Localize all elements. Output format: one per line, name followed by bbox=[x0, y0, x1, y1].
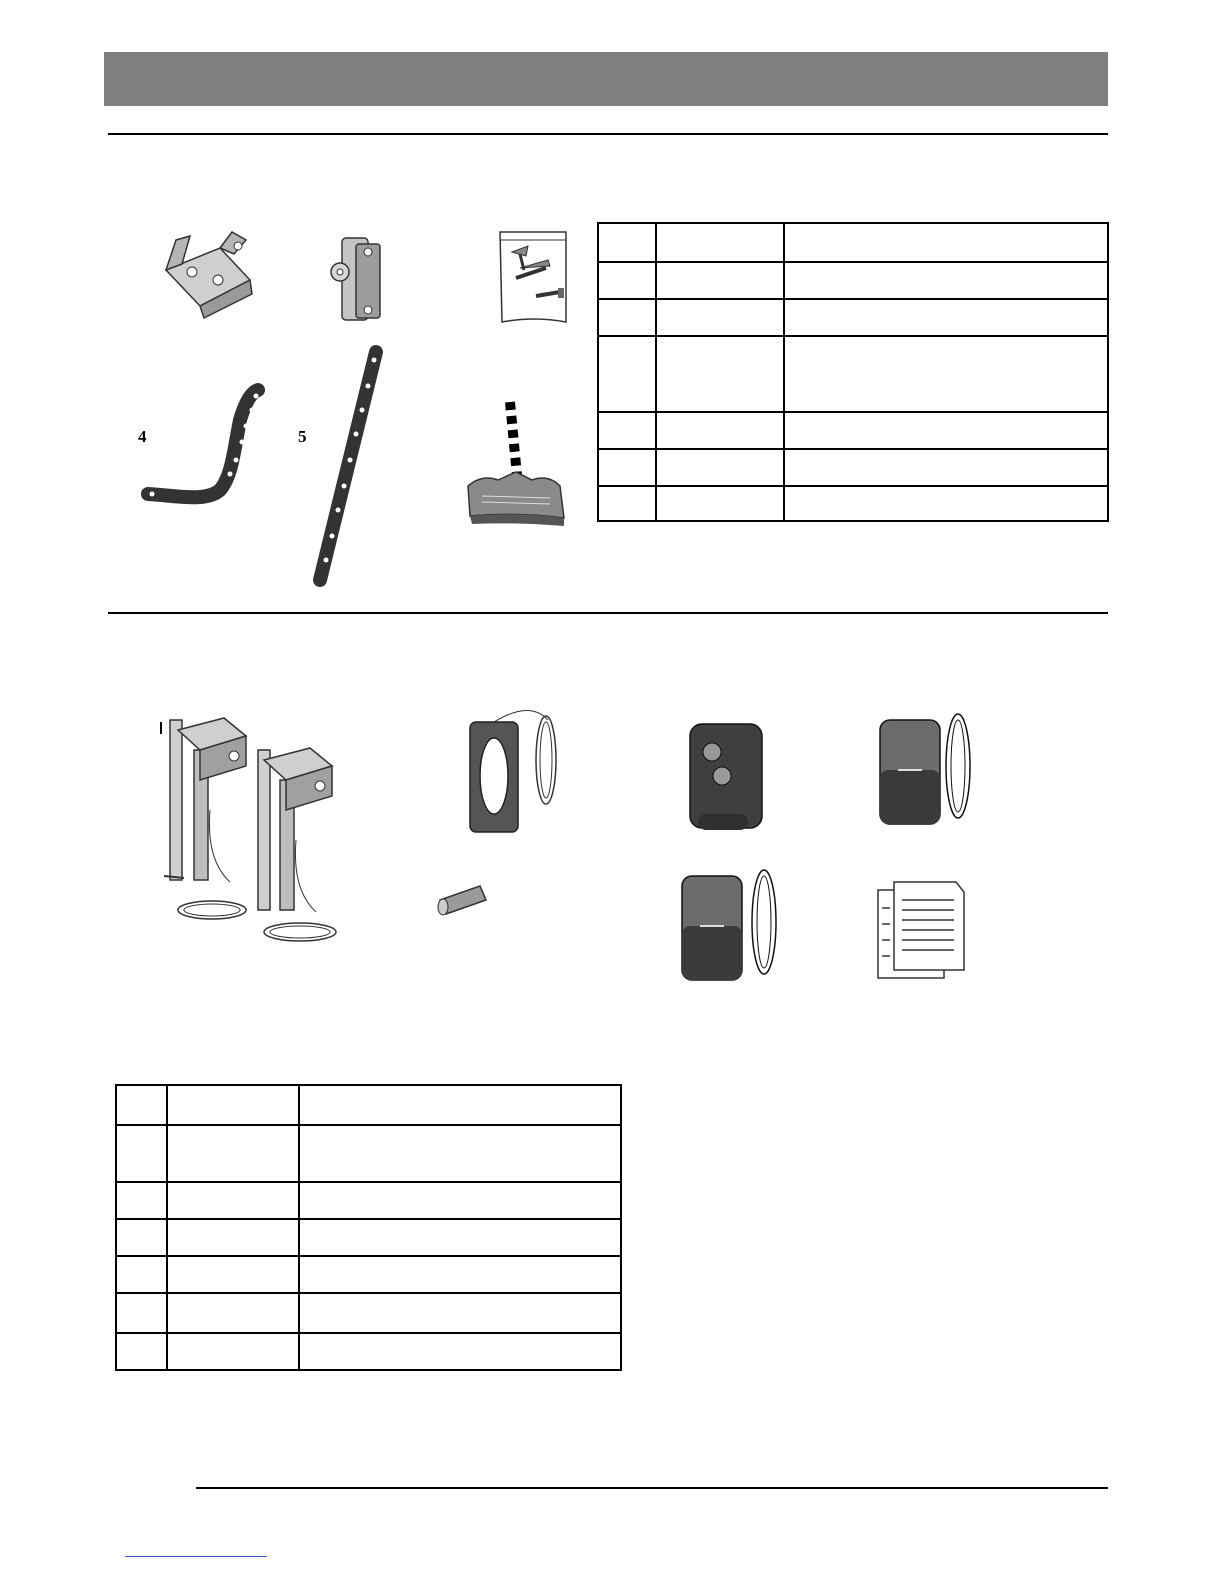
footer-rule bbox=[196, 1487, 1108, 1489]
table-row bbox=[598, 486, 1108, 521]
documents-icon bbox=[878, 882, 964, 978]
wall-keypad-illustration-2 bbox=[682, 870, 776, 980]
table-row bbox=[598, 336, 1108, 412]
door-bracket-illustration bbox=[331, 238, 380, 320]
section2-illustrations bbox=[150, 700, 990, 990]
top-rule bbox=[108, 133, 1108, 135]
section2-parts-table bbox=[115, 1084, 622, 1371]
photocell-pair-illustration bbox=[161, 718, 336, 941]
table-row bbox=[598, 449, 1108, 486]
table-row bbox=[598, 299, 1108, 336]
antenna-plate-illustration bbox=[470, 710, 556, 832]
section1-parts-table bbox=[597, 222, 1109, 522]
part-label-4: 4 bbox=[138, 427, 147, 446]
table-header-row bbox=[116, 1085, 621, 1125]
release-handle-illustration bbox=[468, 402, 564, 526]
table-row bbox=[116, 1182, 621, 1219]
curved-arm-illustration bbox=[148, 390, 259, 497]
part-label-5: 5 bbox=[298, 427, 307, 446]
table-row bbox=[116, 1256, 621, 1293]
screw-bag-illustration bbox=[500, 232, 566, 322]
mounting-bracket-illustration bbox=[166, 232, 252, 318]
spacer-tube-illustration bbox=[438, 886, 486, 915]
table-row bbox=[116, 1219, 621, 1256]
remote-control-illustration bbox=[690, 724, 762, 830]
table-row bbox=[116, 1333, 621, 1370]
section1-illustrations bbox=[120, 210, 590, 600]
table-header-row bbox=[598, 223, 1108, 262]
middle-rule bbox=[108, 612, 1108, 614]
table-row bbox=[116, 1293, 621, 1333]
table-row bbox=[598, 262, 1108, 299]
table-row bbox=[598, 412, 1108, 449]
table-row bbox=[116, 1125, 621, 1182]
wall-keypad-illustration bbox=[880, 714, 970, 824]
straight-arm-illustration bbox=[320, 352, 377, 580]
footer-link[interactable] bbox=[125, 1556, 267, 1557]
header-bar bbox=[104, 52, 1108, 106]
